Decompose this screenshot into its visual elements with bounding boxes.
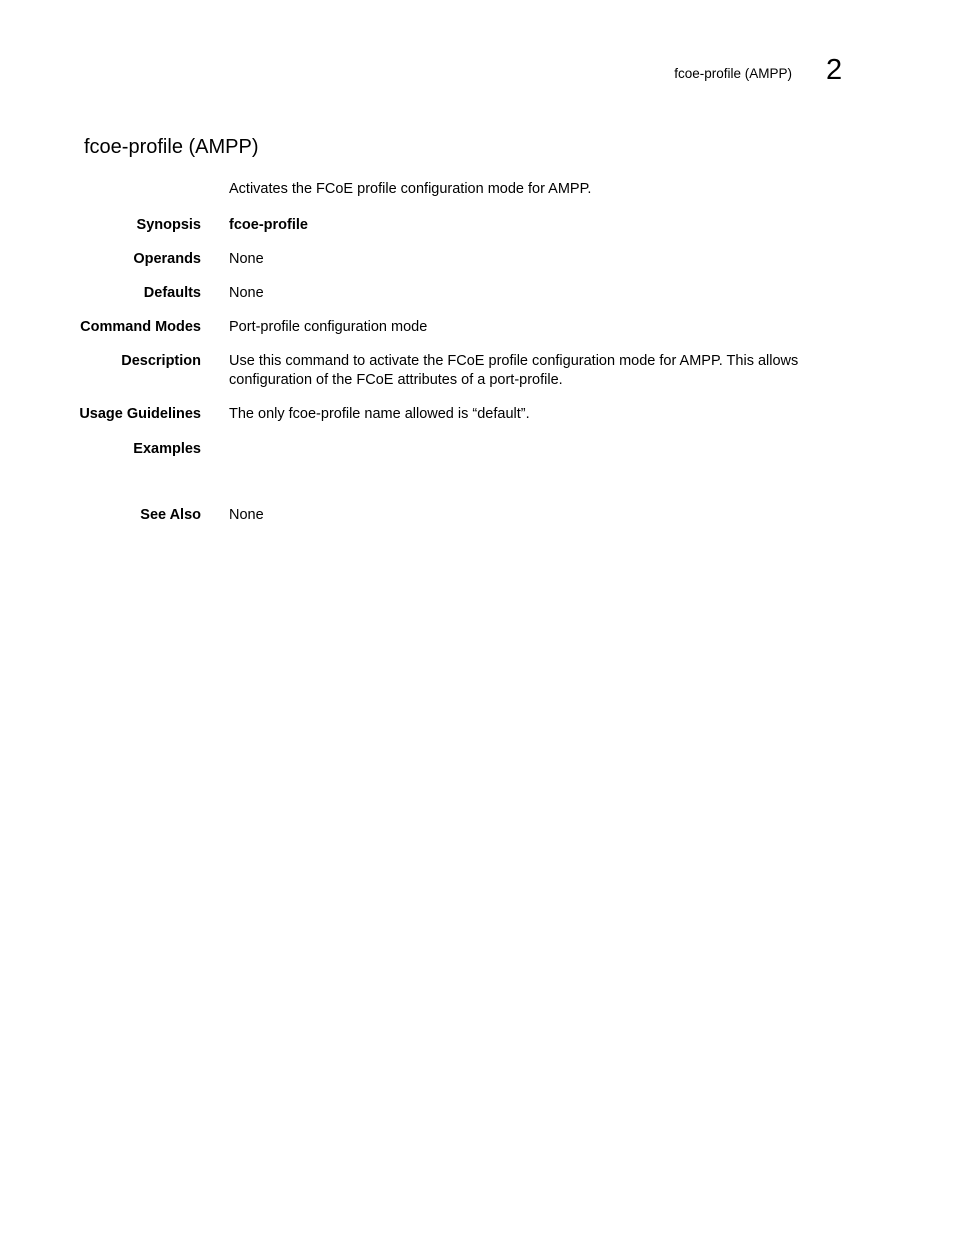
see-also-value: None: [229, 507, 264, 523]
synopsis-value: fcoe-profile: [229, 217, 308, 233]
operands-label: Operands: [133, 251, 201, 267]
chapter-number: 2: [826, 54, 843, 86]
operands-value: None: [229, 251, 264, 267]
usage-guidelines-value: The only fcoe-profile name allowed is “default”.: [229, 406, 530, 422]
description-label: Description: [121, 353, 201, 369]
synopsis-label: Synopsis: [136, 217, 201, 233]
page-title: fcoe-profile (AMPP): [84, 136, 259, 158]
command-modes-value: Port-profile configuration mode: [229, 319, 428, 335]
defaults-label: Defaults: [143, 285, 201, 301]
examples-label: Examples: [133, 441, 201, 457]
running-header: fcoe-profile (AMPP): [674, 66, 792, 81]
description-value: [229, 352, 829, 390]
description-line-2: configuration of the FCoE attributes of a port-profile.: [229, 372, 563, 388]
command-modes-label: Command Modes: [80, 319, 201, 335]
defaults-value: None: [229, 285, 264, 301]
description-line-1: Use this command to activate the FCoE profile configuration mode for AMPP. This allows: [229, 353, 799, 369]
usage-guidelines-label: Usage Guidelines: [79, 406, 201, 422]
command-summary: Activates the FCoE profile configuration mode for AMPP.: [229, 181, 592, 197]
see-also-label: See Also: [140, 507, 201, 523]
